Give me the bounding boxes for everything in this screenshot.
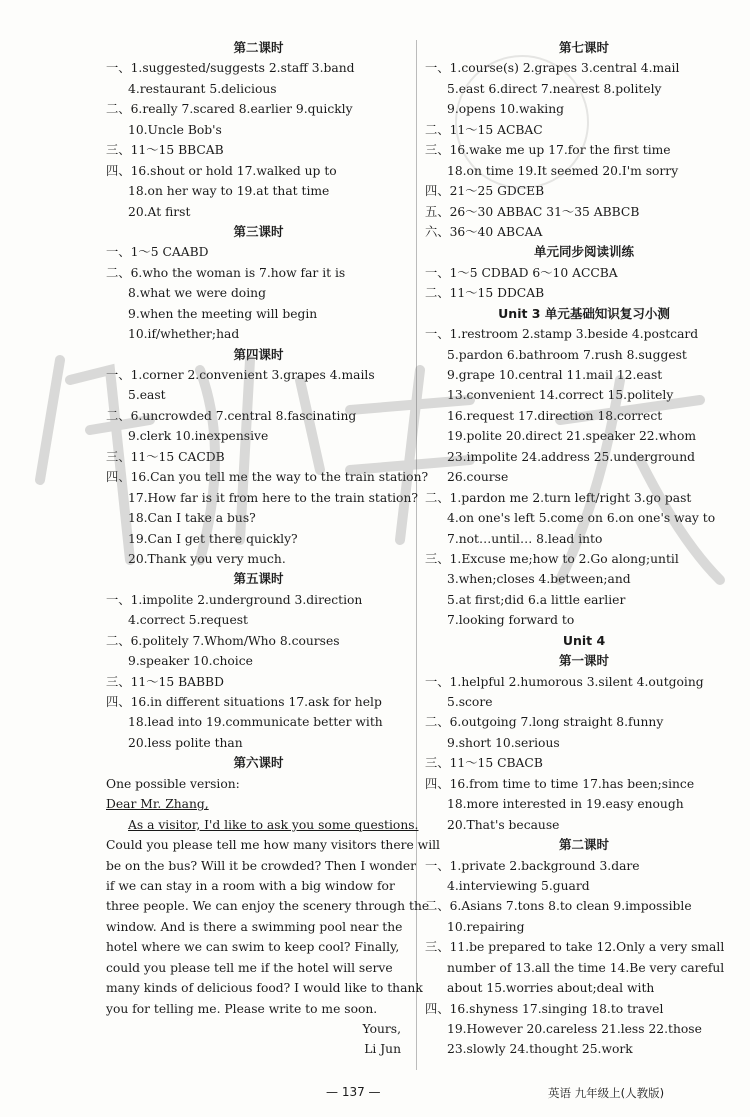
answer-line: number of 13.all the time 14.Be very careful	[447, 960, 725, 975]
essay-line: if we can stay in a room with a big window for	[106, 878, 395, 893]
essay-line: One possible version:	[106, 776, 240, 791]
essay-line: be on the bus? Will it be crowded? Then I wonder	[106, 858, 416, 873]
answer-line: 4.correct 5.request	[128, 613, 249, 628]
answer-line: 四、16.shout or hold 17.walked up to	[106, 163, 337, 178]
answer-line: 23.impolite 24.address 25.underground	[447, 449, 696, 464]
section-heading: 第二课时	[233, 40, 284, 55]
answer-line: 10.Uncle Bob's	[128, 122, 222, 137]
essay-line: As a visitor, I'd like to ask you some questions.	[128, 817, 419, 832]
essay-line: could you please tell me if the hotel will serve	[106, 960, 393, 975]
answer-line: 5.at first;did 6.a little earlier	[447, 592, 626, 607]
answer-line: 7.not…until… 8.lead into	[447, 531, 603, 546]
answer-line: 3.when;closes 4.between;and	[447, 572, 631, 587]
left-column	[106, 38, 440, 1060]
answer-line: 9.opens 10.waking	[447, 102, 565, 117]
essay-line: many kinds of delicious food? I would like to thank	[106, 981, 423, 996]
answer-line: 一、1.private 2.background 3.dare	[425, 858, 640, 873]
answer-line: 二、11～15 DDCAB	[425, 286, 545, 301]
answer-line: 四、16.shyness 17.singing 18.to travel	[425, 1001, 664, 1016]
answer-line: 4.restaurant 5.delicious	[128, 81, 277, 96]
answer-line: 5.pardon 6.bathroom 7.rush 8.suggest	[447, 347, 687, 362]
section-heading: Unit 4	[562, 632, 606, 648]
answer-line: 9.grape 10.central 11.mail 12.east	[447, 368, 663, 382]
answer-line: 17.How far is it from here to the train station?	[128, 490, 418, 505]
answer-line: 四、16.Can you tell me the way to the train station?	[106, 470, 429, 485]
answer-line: 18.on her way to 19.at that time	[128, 184, 330, 199]
seal-stamp	[455, 55, 589, 189]
column-divider	[416, 40, 417, 1070]
answer-line: 18.more interested in 19.easy enough	[447, 797, 684, 812]
answer-line: 20.less polite than	[128, 735, 243, 750]
signature-line: Li Jun	[364, 1042, 401, 1057]
answer-line: 二、6.politely 7.Whom/Who 8.courses	[106, 633, 340, 648]
answer-line: 二、1.pardon me 2.turn left/right 3.go past	[425, 490, 692, 505]
answer-line: 4.interviewing 5.guard	[447, 878, 590, 893]
answer-line: 三、11.be prepared to take 12.Only a very small	[425, 940, 725, 955]
answer-line: 一、1.suggested/suggests 2.staff 3.band	[106, 61, 355, 76]
section-heading: 单元同步阅读训练	[533, 244, 634, 260]
answer-line: 19.Can I get there quickly?	[128, 531, 298, 546]
answer-line: 10.repairing	[447, 919, 525, 934]
answer-line: 20.Thank you very much.	[128, 551, 286, 566]
answer-line: 二、6.Asians 7.tons 8.to clean 9.impossible	[425, 899, 692, 914]
answer-line: 三、1.Excuse me;how to 2.Go along;until	[425, 551, 679, 566]
page-number: — 137 —	[326, 1085, 381, 1099]
answer-line: 一、1～5 CAABD	[106, 245, 209, 260]
answer-line: 19.However 20.careless 21.less 22.those	[447, 1022, 702, 1036]
essay-line: window. And is there a swimming pool near the	[106, 919, 403, 934]
answer-line: 四、16.in different situations 17.ask for help	[106, 695, 382, 709]
answer-line: 二、6.uncrowded 7.central 8.fascinating	[106, 408, 357, 423]
essay-line: you for telling me. Please write to me soon.	[106, 1001, 378, 1016]
answer-line: 8.what we were doing	[128, 286, 266, 301]
answer-line: 三、11～15 CACDB	[106, 449, 225, 464]
answer-line: 二、11～15 ACBAC	[425, 122, 543, 137]
answer-line: 7.looking forward to	[447, 613, 575, 628]
answer-line: 26.course	[447, 470, 509, 485]
signature-line: Yours,	[362, 1022, 401, 1036]
essay-line: Dear Mr. Zhang,	[106, 797, 209, 812]
section-heading: 第三课时	[233, 223, 284, 239]
answer-line: 二、6.outgoing 7.long straight 8.funny	[425, 715, 664, 730]
answer-line: 六、36～40 ABCAA	[425, 224, 543, 239]
answer-line: 五、26～30 ABBAC 31～35 ABBCB	[425, 204, 640, 219]
answer-line: 18.Can I take a bus?	[128, 511, 256, 526]
answer-line: 9.when the meeting will begin	[128, 306, 318, 321]
essay-line: Could you please tell me how many visitors there will	[106, 838, 440, 853]
right-column	[425, 38, 743, 1060]
section-heading: 第二课时	[558, 837, 609, 853]
answer-line: 5.east 6.direct 7.nearest 8.politely	[447, 81, 662, 96]
answer-line: 20.At first	[128, 204, 191, 219]
answer-line: 一、1.restroom 2.stamp 3.beside 4.postcard	[425, 327, 699, 342]
answer-line: about 15.worries about;deal with	[447, 981, 655, 996]
section-heading: Unit 3 单元基础知识复习小测	[498, 305, 670, 321]
answer-line: 三、11～15 BBCAB	[106, 143, 224, 158]
answer-line: 9.short 10.serious	[447, 735, 560, 750]
answer-line: 四、16.from time to time 17.has been;since	[425, 776, 695, 791]
answer-line: 4.on one's left 5.come on 6.on one's way to	[447, 511, 716, 526]
answer-line: 18.on time 19.It seemed 20.I'm sorry	[447, 163, 679, 178]
answer-line: 一、1.course(s) 2.grapes 3.central 4.mail	[425, 61, 680, 76]
answer-line: 三、16.wake me up 17.for the first time	[425, 143, 671, 158]
section-heading: 第六课时	[233, 755, 284, 771]
section-heading: 第五课时	[233, 571, 284, 587]
answer-line: 13.convenient 14.correct 15.politely	[447, 388, 674, 403]
answer-line: 10.if/whether;had	[128, 327, 240, 342]
essay-line: three people. We can enjoy the scenery through the	[106, 899, 430, 914]
answer-line: 5.score	[447, 695, 493, 709]
answer-line: 一、1.corner 2.convenient 3.grapes 4.mails	[106, 368, 375, 382]
answer-line: 20.That's because	[447, 817, 560, 832]
answer-line: 二、6.really 7.scared 8.earlier 9.quickly	[106, 102, 353, 117]
section-heading: 第一课时	[558, 653, 609, 669]
answer-line: 18.lead into 19.communicate better with	[128, 715, 383, 730]
answer-line: 四、21～25 GDCEB	[425, 184, 545, 199]
section-heading: 第七课时	[558, 40, 609, 55]
answer-line: 一、1～5 CDBAD 6～10 ACCBA	[425, 265, 618, 280]
answer-line: 9.speaker 10.choice	[128, 654, 253, 669]
answer-line: 19.polite 20.direct 21.speaker 22.whom	[447, 429, 697, 444]
answer-line: 一、1.helpful 2.humorous 3.silent 4.outgoing	[425, 674, 704, 689]
answer-line: 三、11～15 CBACB	[425, 756, 543, 771]
answer-line: 5.east	[128, 388, 166, 403]
footer-subject: 英语 九年级上(人教版)	[548, 1086, 665, 1100]
answer-line: 二、6.who the woman is 7.how far it is	[106, 265, 346, 280]
answer-line: 9.clerk 10.inexpensive	[128, 429, 269, 444]
answer-line: 23.slowly 24.thought 25.work	[447, 1042, 633, 1057]
section-heading: 第四课时	[233, 346, 284, 362]
essay-line: hotel where we can swim to keep cool? Finally,	[106, 940, 400, 955]
answer-line: 三、11～15 BABBD	[106, 674, 224, 689]
answer-line: 16.request 17.direction 18.correct	[447, 408, 663, 423]
answer-line: 一、1.impolite 2.underground 3.direction	[106, 592, 363, 607]
